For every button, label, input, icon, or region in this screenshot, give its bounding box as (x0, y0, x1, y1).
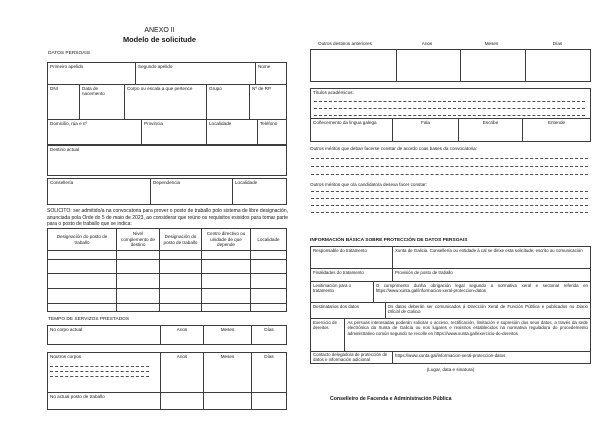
write-in-line (314, 108, 585, 109)
posto-input-cell (159, 251, 201, 259)
posto-input-cell (250, 251, 286, 259)
field-label: Teléfono (260, 121, 278, 126)
table-row (48, 273, 286, 288)
field-domicilio (48, 120, 141, 144)
write-in-line (311, 198, 588, 199)
value-text: Os datos deberán ser comunicados á Dirección Xeral de Función Pública e publicados no (387, 304, 577, 309)
posto-input-cell (48, 260, 116, 273)
column-header-dias: Días (251, 353, 286, 392)
write-in-line (314, 101, 585, 102)
table-row (311, 318, 590, 351)
field-label: Coñecemento da lingua galega (313, 120, 377, 125)
table-row (311, 268, 590, 281)
row-label-contacto: Contacto delegado/a de protección de datos e información adicional (313, 352, 388, 362)
input-cell (525, 50, 590, 81)
form-title: ANEXO II (144, 27, 175, 34)
field-label: Corpo ou escala a que pertence (127, 86, 193, 91)
meritos-bases-label: Outros méritos que deban facerse constar de acordo coas bases da convocatoria: (310, 146, 478, 151)
input-cell (396, 50, 460, 81)
column-header-anos: Anos (421, 41, 433, 46)
input-cell (311, 50, 396, 81)
table-row (48, 119, 286, 144)
table-row (48, 259, 286, 273)
lingua-galega-table (310, 118, 591, 142)
table-row (48, 84, 286, 119)
posto-input-cell (159, 260, 201, 273)
field-conecemento-lingua-galega (311, 119, 392, 141)
titulos-academicos-box (310, 88, 591, 119)
posto-input-cell (116, 260, 159, 273)
posto-input-cell (116, 304, 159, 311)
posto-input-cell (201, 251, 250, 259)
column-header-centro-directivo: Centro directivo ou unidade de que depende (201, 229, 250, 250)
posto-input-cell (48, 304, 116, 311)
column-header-nivel-complemento: Nivel complemento de destino (116, 229, 159, 250)
table-row (311, 247, 590, 268)
field-label: Títulos académicos: (313, 90, 354, 95)
footer-addressee-title: Conselleiro de Facenda e Administración Pública (330, 396, 452, 402)
field-grupo (206, 85, 249, 119)
row-label-finalidades: Finalidades do tratamento (313, 270, 364, 275)
field-label: Segundo apelido (138, 64, 173, 69)
posto-input-cell (250, 274, 286, 288)
write-in-line (50, 371, 149, 372)
table-row (48, 303, 286, 311)
column-header-designacion-posto: Designación do posto de traballo (56, 234, 108, 245)
field-dependencia (150, 179, 232, 204)
input-cell (203, 393, 251, 409)
column-header-meses: Meses (203, 326, 251, 344)
posto-input-cell (116, 251, 159, 259)
posto-input-cell (48, 274, 116, 288)
postos-table (47, 228, 287, 312)
field-label: No actual posto de traballo (50, 394, 105, 399)
field-label: Nome (258, 64, 271, 69)
posto-input-cell (48, 289, 116, 303)
field-num-rp (249, 85, 286, 119)
column-header-anos: Anos (160, 326, 203, 344)
table-row (311, 351, 590, 363)
field-localidade-2 (232, 179, 286, 204)
table-row (48, 250, 286, 259)
posto-input-cell (48, 251, 116, 259)
posto-input-cell (116, 274, 159, 288)
column-header-designacion-posto-2: Designación do posto de traballo (159, 229, 201, 250)
row-value-finalidades: Provisión de posto de traballo (392, 269, 590, 281)
write-in-line (311, 166, 588, 167)
column-header-dias: Días (552, 41, 563, 46)
field-label: No corpo actual (50, 327, 83, 332)
table-row (48, 326, 286, 344)
column-header-escribe: Escribe (458, 119, 522, 141)
posto-input-cell (116, 289, 159, 303)
column-header-fala: Fala (392, 119, 458, 141)
field-label: Data de nacemento (82, 86, 105, 97)
field-label: Dependencia (153, 180, 181, 185)
write-in-line (311, 174, 588, 175)
row-label-destinatarios: Destinatarios dos datos (313, 304, 359, 309)
table-row (311, 119, 590, 141)
posto-input-cell (201, 289, 250, 303)
posto-input-cell (159, 289, 201, 303)
signature-hint: (Lugar, data e sinatura) (426, 367, 475, 372)
field-label: Noutros corpos (50, 354, 82, 359)
field-label: Consellería (50, 180, 74, 185)
write-in-line (50, 376, 149, 377)
posto-input-cell (250, 289, 286, 303)
table-header-row (48, 229, 286, 250)
write-in-line (311, 205, 588, 206)
field-segundo-apelido (135, 63, 255, 84)
input-cell (251, 393, 286, 409)
field-telefono (257, 120, 286, 144)
row-label-lexitimacion: Lexitimación para o tratamento (313, 283, 352, 294)
table-row (48, 353, 286, 392)
field-primeiro-apelido (48, 63, 135, 84)
column-header-dias: Días (251, 326, 286, 344)
column-header-outros-destinos: Outros destinos anteriores (318, 41, 372, 46)
datos-persoais-table (47, 62, 287, 145)
outros-destinos-header (310, 41, 591, 46)
write-in-line (314, 115, 585, 116)
write-in-line (311, 191, 588, 192)
field-conselleria (48, 179, 150, 204)
table-row (48, 63, 286, 84)
posto-input-cell (250, 260, 286, 273)
table-row (311, 281, 590, 302)
proteccion-datos-title: INFORMACIÓN BÁSICA SOBRE PROTECCIÓN DE DATOS PERSOAIS (310, 238, 468, 243)
field-noutros-corpos (48, 353, 160, 392)
row-value-destinatarios (385, 303, 590, 318)
field-provincia (141, 120, 206, 144)
field-no-corpo-actual (48, 326, 160, 344)
column-header-meses: Meses (484, 41, 499, 46)
field-destino-actual (47, 145, 287, 176)
row-label-responsable: Responsable do tratamento (313, 248, 367, 253)
field-dni (48, 85, 79, 119)
input-cell (160, 393, 203, 409)
table-row (48, 392, 286, 409)
table-row (311, 302, 590, 318)
write-in-line (311, 158, 588, 159)
input-cell (460, 50, 525, 81)
column-header-entende: Entende (522, 119, 590, 141)
meritos-candidato-label: Outros méritos que o/a candidato/a desexa facer constar: (310, 182, 427, 187)
solicito-paragraph: SOLICITO: ser admitido/a na convocatoria para prover o posto de traballo polo sistema de libre designación, anunciada pola Orde do 5 de maio de 2023, ao considerar que reúno os requisitos esixidos para tomar parte para o posto de traballo que se indica: (47, 208, 288, 227)
field-label: DNI (50, 86, 58, 91)
table-row (311, 50, 590, 81)
table-row (48, 288, 286, 303)
tempo-noutros-table (47, 352, 287, 410)
tempo-corpo-actual-table (47, 325, 287, 345)
section-label-tempo-servizos: TEMPO DE SERVIZOS PRESTADOS (48, 317, 130, 322)
field-label: Localidade (209, 121, 232, 126)
conselleria-table (47, 178, 287, 205)
field-corpo-escala (124, 85, 206, 119)
field-label: Provincia (144, 121, 163, 126)
table-row (48, 179, 286, 204)
row-label-exercicio: Exercicio de dereitos (313, 320, 337, 331)
row-value-exercicio: As persoas interesadas poderán solicitar o acceso, rectificación, limitación e supresión dos seus datos, a través da sede electrónica da Xunta de Galicia ou nos lugares e rexistros establecidos na normativa reguladora do procedemento administrativo común segundo se recolle en https://www.xunta.gal/exercicio-de-dereitos (344, 319, 590, 351)
field-label: Nº de RP (252, 86, 272, 91)
column-header-meses: Meses (203, 353, 251, 392)
field-data-nacemento (79, 85, 124, 119)
form-subtitle: Modelo de solicitude (122, 35, 197, 45)
posto-input-cell (201, 260, 250, 273)
field-actual-posto-traballo (48, 393, 160, 409)
write-in-line (50, 366, 149, 367)
row-value-lexitimacion: O cumprimento dunha obrigación legal segundo a normativa xeral e sectorial referida en https://www.xunta.gal/informacion-xeral-proteccion-datos (373, 282, 590, 302)
field-label: Localidade (235, 180, 258, 185)
proteccion-datos-table (310, 246, 591, 364)
section-label-datos-persoais: DATOS PERSOAIS (48, 51, 90, 56)
outros-destinos-table (310, 49, 591, 82)
field-nome (255, 63, 286, 84)
field-label: Grupo (209, 86, 222, 91)
diario-oficial-italic: Diario Oficial de Galicia (387, 304, 588, 315)
column-header-anos: Anos (160, 353, 203, 392)
form-title-block (47, 26, 272, 45)
field-localidade (206, 120, 257, 144)
field-label: Domicilio, rúa e nº (50, 121, 88, 126)
posto-input-cell (250, 304, 286, 311)
posto-input-cell (159, 274, 201, 288)
posto-input-cell (201, 274, 250, 288)
posto-input-cell (201, 304, 250, 311)
row-value-contacto: https://www.xunta.gal/informacion-xeral-proteccion-datos (392, 352, 590, 363)
field-label: Primeiro apelido (50, 64, 84, 69)
write-in-line (311, 212, 588, 213)
column-header-localidade: Localidade (250, 229, 286, 250)
posto-input-cell (159, 304, 201, 311)
field-label: Destino actual (50, 147, 80, 152)
row-value-responsable: Xunta de Galicia. Consellería ou entidade á cal se dirixe esta solicitude, escrito ou comunicación (392, 247, 590, 268)
